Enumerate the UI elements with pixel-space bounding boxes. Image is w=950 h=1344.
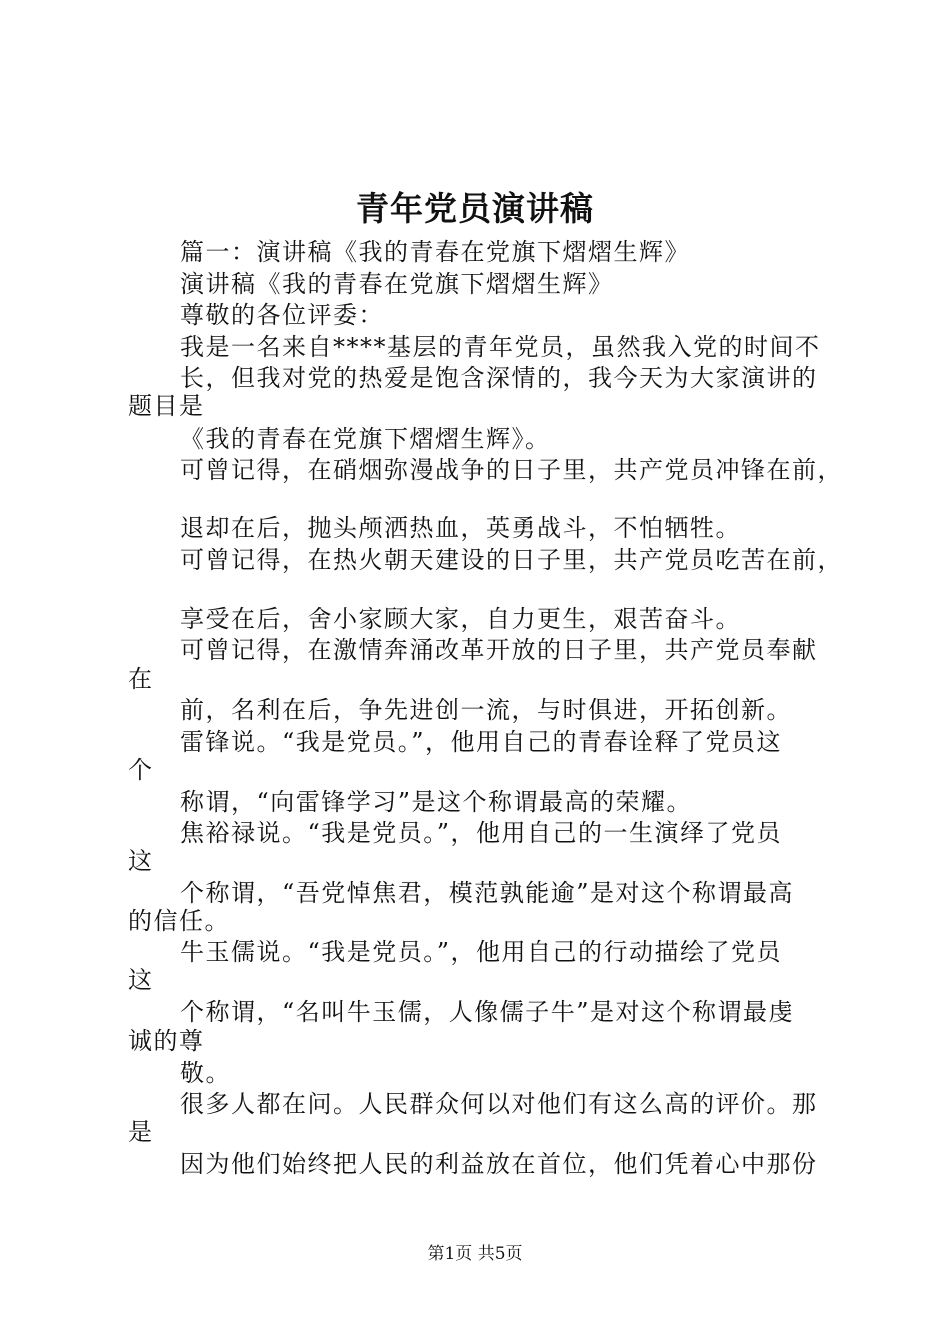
page-footer: 第1页 共5页 xyxy=(427,1244,523,1264)
text-line: 篇一：演讲稿《我的青春在党旗下熠熠生辉》 xyxy=(180,238,690,266)
text-line: 因为他们始终把人民的利益放在首位，他们凭着心中那份 xyxy=(180,1150,818,1178)
text-line: 前，名利在后，争先进创一流，与时俱进，开拓创新。 xyxy=(180,696,792,724)
text-line: 尊敬的各位评委： xyxy=(180,301,384,329)
text-line: 雷锋说。“我是党员。”，他用自己的青春诠释了党员这 xyxy=(180,728,783,756)
document-title: 青年党员演讲稿 xyxy=(356,189,594,228)
text-line: 个 xyxy=(128,756,154,784)
text-line: 题目是 xyxy=(128,392,205,420)
text-line: 牛玉儒说。“我是党员。”，他用自己的行动描绘了党员 xyxy=(180,938,783,966)
text-line: 焦裕禄说。“我是党员。”，他用自己的一生演绎了党员 xyxy=(180,819,783,847)
text-line: 是 xyxy=(128,1118,154,1146)
text-line: 个称谓，“吾党悼焦君，模范孰能逾”是对这个称谓最高 xyxy=(180,879,795,907)
text-line: 演讲稿《我的青春在党旗下熠熠生辉》 xyxy=(180,270,614,298)
text-line: 《我的青春在党旗下熠熠生辉》。 xyxy=(180,425,551,453)
text-line: 称谓，“向雷锋学习”是这个称谓最高的荣耀。 xyxy=(180,788,693,816)
text-line: 退却在后，抛头颅洒热血，英勇战斗，不怕牺牲。 xyxy=(180,514,741,542)
text-line: 个称谓，“名叫牛玉儒，人像儒子牛”是对这个称谓最虔 xyxy=(180,998,795,1026)
text-line: 可曾记得，在激情奔涌改革开放的日子里，共产党员奉献 xyxy=(180,636,818,664)
text-line: 这 xyxy=(128,847,154,875)
text-line: 可曾记得，在硝烟弥漫战争的日子里，共产党员冲锋在前， xyxy=(180,456,843,484)
text-line: 诚的尊 xyxy=(128,1027,205,1055)
text-line: 长，但我对党的热爱是饱含深情的，我今天为大家演讲的 xyxy=(180,364,818,392)
text-line: 这 xyxy=(128,966,154,994)
text-line: 在 xyxy=(128,665,154,693)
text-line: 我是一名来自****基层的青年党员，虽然我入党的时间不 xyxy=(180,333,821,361)
text-line: 很多人都在问。人民群众何以对他们有这么高的评价。那 xyxy=(180,1090,818,1118)
text-line: 敬。 xyxy=(180,1059,231,1087)
text-line: 享受在后，舍小家顾大家，自力更生，艰苦奋斗。 xyxy=(180,605,741,633)
text-line: 可曾记得，在热火朝天建设的日子里，共产党员吃苦在前， xyxy=(180,546,843,574)
text-line: 的信任。 xyxy=(128,907,230,935)
